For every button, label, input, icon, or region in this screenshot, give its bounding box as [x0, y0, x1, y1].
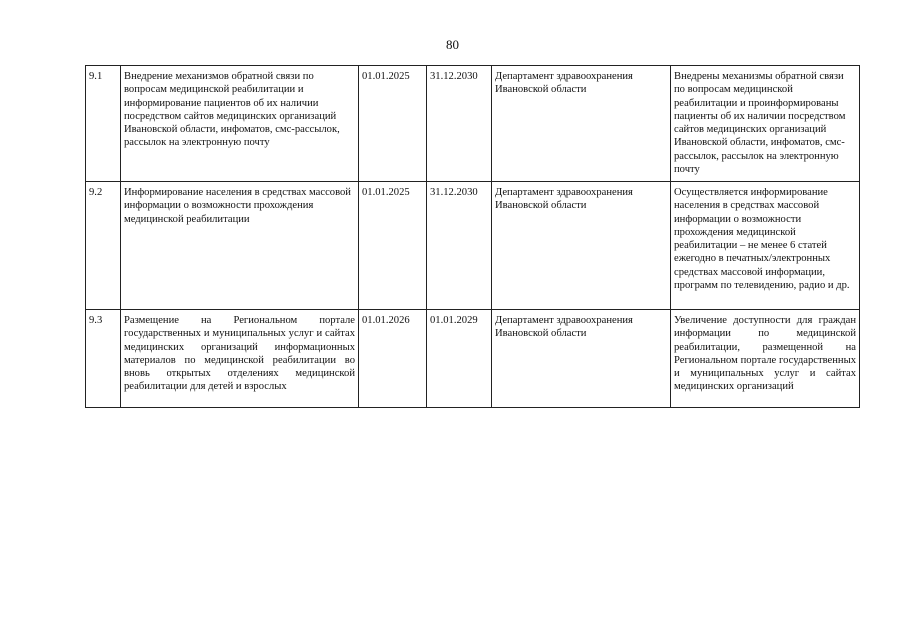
- row-number: 9.3: [86, 310, 121, 408]
- expected-result: Внедрены механизмы обратной связи по вопросам медицинской реабилитации и проинформированы пациенты об их наличии посредством сайтов медицинских организаций Ивановской области, инфоматов, смс-рассылок, рассылок на электронную почту: [671, 66, 860, 182]
- executor: Департамент здравоохранения Ивановской области: [492, 66, 671, 182]
- executor: Департамент здравоохранения Ивановской области: [492, 182, 671, 310]
- measure-name: Размещение на Региональном портале государственных и муниципальных услуг и сайтах медицинских организаций информационных материалов по медицинской реабилитации во вновь открытых отделениях медицинской реабилитации для детей и взрослых: [121, 310, 359, 408]
- start-date: 01.01.2025: [359, 66, 427, 182]
- end-date: 31.12.2030: [427, 182, 492, 310]
- measures-table: [85, 65, 860, 408]
- row-number: 9.1: [86, 66, 121, 182]
- start-date: 01.01.2026: [359, 310, 427, 408]
- expected-result: Осуществляется информирование населения в средствах массовой информации о возможности прохождения медицинской реабилитации – не менее 6 статей ежегодно в печатных/электронных средствах массовой информации, программ по телевидению, радио и др.: [671, 182, 860, 310]
- measure-name: Внедрение механизмов обратной связи по вопросам медицинской реабилитации и информирование пациентов об их наличии посредством сайтов медицинских организаций Ивановской области, инфоматов, смс-рассылок, рассылок на электронную почту: [121, 66, 359, 182]
- end-date: 31.12.2030: [427, 66, 492, 182]
- row-number: 9.2: [86, 182, 121, 310]
- table-row: [86, 182, 860, 310]
- start-date: 01.01.2025: [359, 182, 427, 310]
- table-row: [86, 310, 860, 408]
- end-date: 01.01.2029: [427, 310, 492, 408]
- executor: Департамент здравоохранения Ивановской области: [492, 310, 671, 408]
- expected-result: Увеличение доступности для граждан информации по медицинской реабилитации, размещенной на Региональном портале государственных и муниципальных услуг и сайтах медицинских организаций: [671, 310, 860, 408]
- measure-name: Информирование населения в средствах массовой информации о возможности прохождения медицинской реабилитации: [121, 182, 359, 310]
- page-number: 80: [446, 37, 459, 52]
- table-row: [86, 66, 860, 182]
